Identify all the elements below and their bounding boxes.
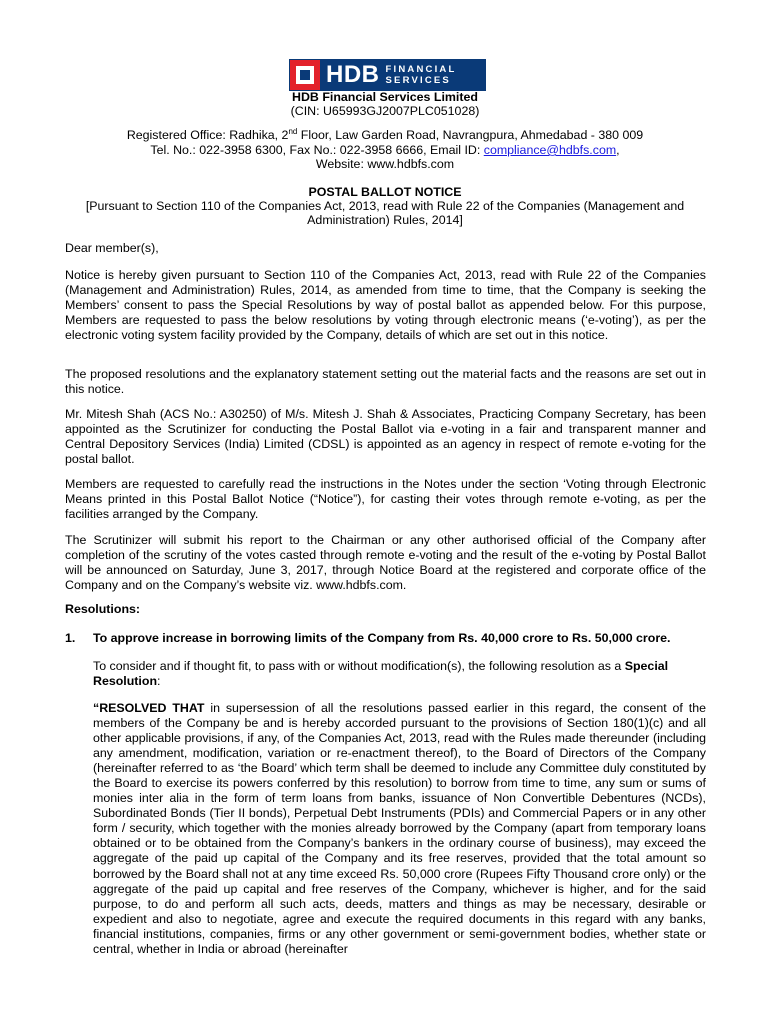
logo-subtitle — [386, 60, 457, 90]
paragraph-instructions: Members are requested to carefully read the instructions in the Notes under the section ‘Voting through Electronic Means printed in this Postal Ballot Notice (“Notice”), for casting their votes through remote e-voting, as per the facilities arranged by the Company. — [65, 477, 706, 522]
hdb-logo-mark-icon — [290, 60, 320, 90]
resolutions-heading: Resolutions: — [65, 602, 141, 616]
hdb-logo — [289, 59, 486, 91]
logo-sub-line1: FINANCIAL — [385, 64, 457, 75]
resolution-intro: To consider and if thought fit, to pass with or without modification(s), the following resolution as a Special Resolution: — [93, 659, 669, 689]
logo-brand: HDB — [326, 61, 380, 88]
resolution-text: “RESOLVED THAT in supersession of all the resolutions passed earlier in this regard, the consent of the members of the Company be and is hereby accorded pursuant to the provisions of Section 180(1)(c) and all other applicable provisions, if any, of the Companies Act, 2013, read with the Rules made thereunder (including any amendment, modification, variation or re-enactment thereof), to the Board of Directors of the Company (hereinafter referred to as ‘the Board’ which term shall be deemed to include any Committee duly constituted by the Board to exercise its powers conferred by this resolution) to borrow from time to time, any sum or sums of monies inter alia in the form of term loans from banks, issuance of Non Convertible Debentures (NCDs), Subordinated Bonds (Tier II bonds), Perpetual Debt Instruments (PDIs) and Commercial Papers or in any other form / security, which together with the monies already borrowed by the Company (apart from temporary loans obtained or to be obtained from the Company’s bankers in the ordinary course of business), may exceed the aggregate of the paid up capital of the Company and its free reserves, provided that the total amount so borrowed by the Board shall not at any time exceed Rs. 50,000 crore (Rupees Fifty Thousand crore only) or the aggregate of the paid up capital and free reserves of the Company, whichever is higher, and for the said purpose, to do and perform all such acts, deeds, matters and things as may be necessary, desirable or expedient and also to negotiate, agree and execute the required documents in this regard with any banks, financial institutions, companies, firms or any other government or semi-government bodies, whether state or central, whether in India or abroad (hereinafter — [93, 701, 706, 956]
resolved-that-label: “RESOLVED THAT — [93, 701, 205, 715]
website: Website: www.hdbfs.com — [315, 157, 455, 171]
paragraph-proposed-resolutions: The proposed resolutions and the explanatory statement setting out the material facts and the reasons are set out in this notice. — [65, 367, 706, 397]
salutation: Dear member(s), — [65, 241, 159, 255]
contact-details: Tel. No.: 022-3958 6300, Fax No.: 022-3958 6666, Email ID: compliance@hdbfs.com, — [150, 143, 620, 157]
paragraph-scrutinizer: Mr. Mitesh Shah (ACS No.: A30250) of M/s. Mitesh J. Shah & Associates, Practicing Company Secretary, has been appointed as the Scrutinizer for conducting the Postal Ballot via e-voting in a fair and transparent manner and Central Depository Services (India) Limited (CDSL) is appointed as an agency in respect of remote e-voting for the postal ballot. — [65, 407, 706, 467]
notice-subtitle-line2: Administration) Rules, 2014] — [307, 213, 463, 227]
logo-sub-line2: SERVICES — [385, 75, 451, 86]
email-link[interactable]: compliance@hdbfs.com — [483, 143, 617, 157]
notice-title: POSTAL BALLOT NOTICE — [308, 185, 462, 199]
company-cin: (CIN: U65993GJ2007PLC051028) — [290, 104, 480, 118]
resolution-title: To approve increase in borrowing limits of the Company from Rs. 40,000 crore to Rs. 50,000 crore. — [93, 631, 671, 645]
company-name: HDB Financial Services Limited — [292, 90, 478, 104]
paragraph-notice: Notice is hereby given pursuant to Section 110 of the Companies Act, 2013, read with Rule 22 of the Companies (Management and Administration) Rules, 2014, as amended from time to time, that the Company is seeking the Members’ consent to pass the Special Resolutions by way of postal ballot as appended below. For this purpose, Members are requested to pass the below resolutions by voting through electronic means (‘e-voting’), as per the electronic voting system facility provided by the Company, details of which are set out in this notice. — [65, 268, 706, 343]
paragraph-results: The Scrutinizer will submit his report to the Chairman or any other authorised official of the Company after completion of the scrutiny of the votes casted through remote e-voting and the result of the e-voting by Postal Ballot will be announced on Saturday, June 3, 2017, through Notice Board at the registered and corporate office of the Company and on the Company’s website viz. www.hdbfs.com. — [65, 533, 706, 593]
registered-office: Registered Office: Radhika, 2nd Floor, Law Garden Road, Navrangpura, Ahmedabad - 380 009 — [126, 126, 644, 142]
notice-subtitle-line1: [Pursuant to Section 110 of the Companies Act, 2013, read with Rule 22 of the Companies (Management and — [85, 199, 685, 213]
resolution-number: 1. — [65, 631, 76, 645]
